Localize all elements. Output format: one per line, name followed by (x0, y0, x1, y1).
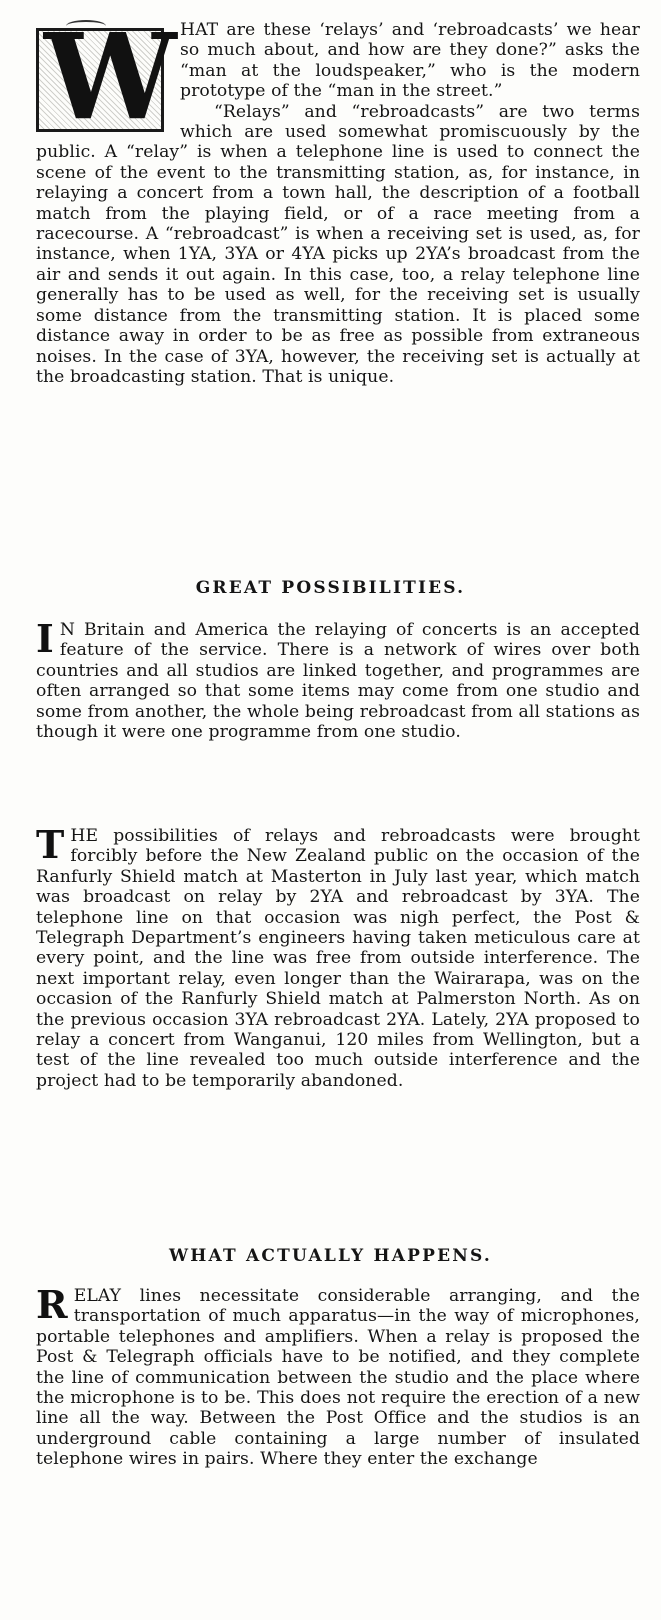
decorative-initial-w (36, 7, 177, 146)
initial-letter: W (44, 7, 177, 146)
paragraph-britain-text: N Britain and America the relaying of concerts is an accepted feature of the service. There is a network of wires over both countries and all studios are linked together, and programmes are often arranged so that some items may come from one studio and some from another, the whole being rebroadcast from all stations as though it were one programme from one studio. (36, 620, 640, 743)
paragraph-possibilities (36, 822, 640, 1091)
paragraph-britain (36, 616, 640, 743)
intro-section (36, 7, 640, 387)
paragraph-possibilities-text: HE possibilities of relays and rebroadcasts were brought forcibly before the New Zealand public on the occasion of the Ranfurly Shield match at Masterton in July last year, which match was broadcast on relay by 2YA and rebroadcast by 3YA. The telephone line on that occasion was nigh perfect, the Post & Telegraph Department’s engineers having taken meticulous care at every point, and the line was free from outside interference. The next important relay, even longer than the Wairarapa, was on the occasion of the Ranfurly Shield match at Palmerston North. As on the previous occasion 3YA rebroadcast 2YA. Lately, 2YA proposed to relay a concert from Wanganui, 120 miles from Wellington, but a test of the line revealed too much outside interference and the project had to be temporarily abandoned. (36, 826, 640, 1091)
heading-what-actually-happens: WHAT ACTUALLY HAPPENS. (168, 1246, 493, 1266)
paragraph-relay-lines-text: ELAY lines necessitate considerable arranging, and the transportation of much apparatus—in the way of microphones, portable telephones and amplifiers. When a relay is proposed the Post & Telegraph officials have to be notified, and they complete the line of communication between the studio and the place where the microphone is to be. This does not require the erection of a new line all the way. Between the Post Office and the studios is an underground cable containing a large number of insulated telephone wires in pairs. Where they enter the exchange (36, 1286, 640, 1470)
paragraph-relay-lines (36, 1282, 640, 1470)
intro-paragraph-1: HAT are these ‘relays’ and ‘rebroadcasts’ we hear so much about, and how are they done?” asks the “man at the loudspeaker,” who is the modern prototype of the “man in the street.” (180, 20, 640, 102)
heading-great-possibilities: GREAT POSSIBILITIES. (195, 578, 466, 598)
initial-cap-r: R (36, 1282, 68, 1327)
initial-cap-i: I (36, 616, 54, 661)
initial-cap-t: T (36, 822, 65, 867)
intro-paragraph-2: “Relays” and “rebroadcasts” are two terms which are used somewhat promiscuously by the public. A “relay” is when a telephone line is used to connect the scene of the event to the transmitting station, as, for instance, in relaying a concert from a town hall, the description of a football match from the playing field, or of a race meeting from a racecourse. A “rebroadcast” is when a receiving set is used, as, for instance, when 1YA, 3YA or 4YA picks up 2YA’s broadcast from the air and sends it out again. In this case, too, a relay telephone line generally has to be used as well, for the receiving set is usually some distance from the transmitting station. It is placed some distance away in order to be as free as possible from extraneous noises. In the case of 3YA, however, the receiving set is actually at the broadcasting station. That is unique. (36, 101, 640, 387)
